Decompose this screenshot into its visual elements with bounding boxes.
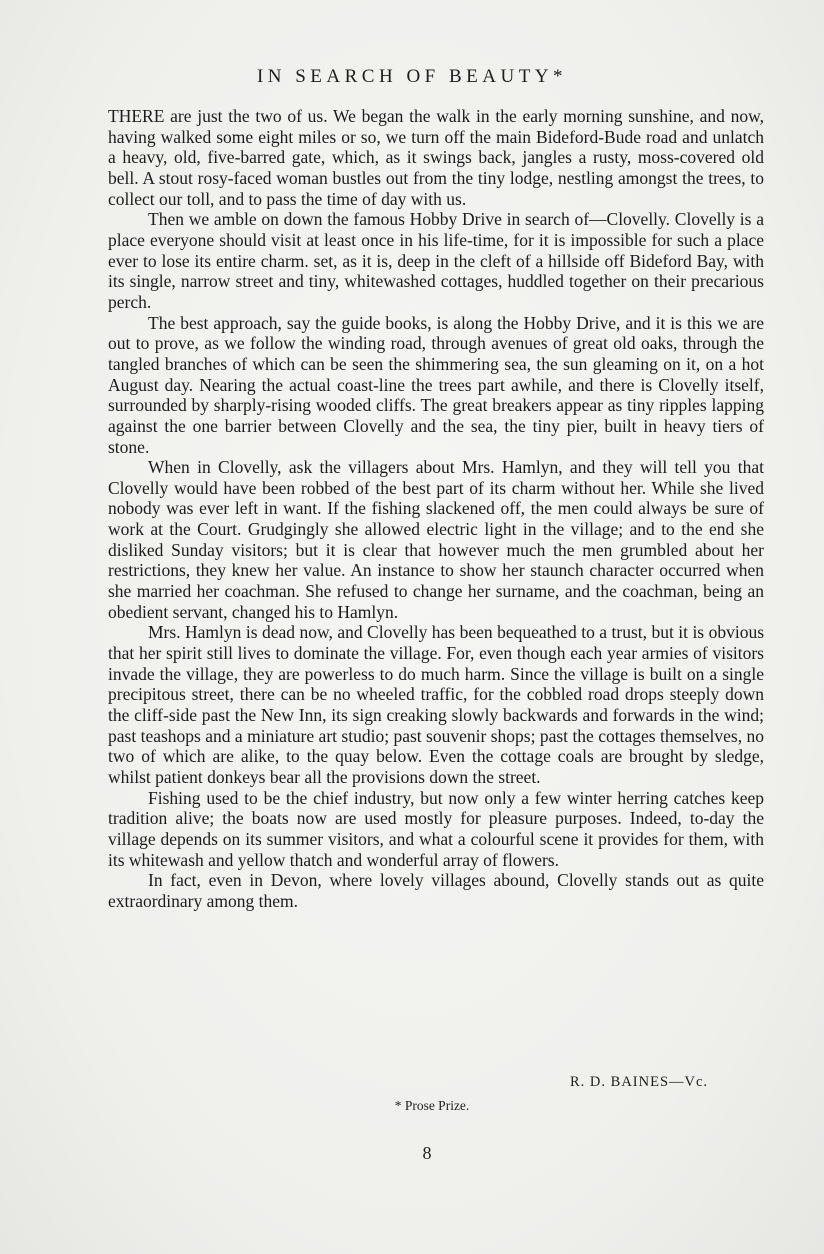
page-number: 8 (422, 1143, 432, 1163)
paragraph: Fishing used to be the chief industry, but now only a few winter herring catches keep tradition alive; the boats now are used mostly for pleasure purposes. Indeed, to-day the village depends on its summer visitors, and what a colourful scene it provides for them, with its whitewash and yellow thatch and wonderful array of flowers. (108, 787, 764, 870)
paragraph: In fact, even in Devon, where lovely villages abound, Clovelly stands out as quite extraordinary among them. (108, 870, 764, 911)
paragraph: THERE are just the two of us. We began the walk in the early morning sunshine, and now, having walked some eight miles or so, we turn off the main Bideford-Bude road and unlatch a heavy, old, five-barred gate, which, as it swings back, jangles a rusty, moss-covered old bell. A stout rosy-faced woman bustles out from the tiny lodge, nestling amongst the trees, to collect our toll, and to pass the time of day with us. (108, 106, 764, 209)
footnote: * Prose Prize. (394, 1098, 470, 1113)
paragraph: The best approach, say the guide books, is along the Hobby Drive, and it is this we are out to prove, as we follow the winding road, through avenues of great old oaks, through the tangled branches of which can be seen the shimmering sea, the sun gleaming on it, on a hot August day. Nearing the actual coast-line the trees part awhile, and there is Clovelly itself, surrounded by sharply-rising wooded cliffs. The great breakers appear as tiny ripples lapping against the one barrier between Clovelly and the sea, the tiny pier, built in heavy tiers of stone. (108, 312, 764, 457)
paragraph: When in Clovelly, ask the villagers about Mrs. Hamlyn, and they will tell you that Clovelly would have been robbed of the best part of its charm without her. While she lived nobody was ever left in want. If the fishing slackened off, the men could always be sure of work at the Court. Grudgingly she allowed electric light in the village; and to the end she disliked Sunday visitors; but it is clear that however much the men grumbled about her restrictions, they knew her value. An instance to show her staunch character occurred when she married her coachman. She refused to change her surname, and the coachman, being an obedient servant, changed his to Hamlyn. (108, 457, 764, 622)
paragraph: Then we amble on down the famous Hobby Drive in search of—Clovelly. Clovelly is a place everyone should visit at least once in his life-time, for it is impossible for such a place ever to lose its entire charm. set, as it is, deep in the cleft of a hillside off Bideford Bay, with its single, narrow street and tiny, whitewashed cottages, huddled together on their precarious perch. (108, 209, 764, 312)
author-signature: R. D. BAINES—Vc. (570, 1074, 709, 1090)
paragraph: Mrs. Hamlyn is dead now, and Clovelly has been bequeathed to a trust, but it is obvious that her spirit still lives to dominate the village. For, even though each year armies of visitors invade the village, they are powerless to do much harm. Since the village is built on a single precipitous street, there can be no wheeled traffic, for the cobbled road drops steeply down the cliff-side past the New Inn, its sign creaking slowly backwards and forwards in the wind; past teashops and a miniature art studio; past souvenir shops; past the cottages themselves, no two of which are alike, to the quay below. Even the cottage coals are brought by sledge, whilst patient donkeys bear all the provisions down the street. (108, 622, 764, 787)
article-body (108, 106, 764, 912)
article-title: IN SEARCH OF BEAUTY* (256, 66, 568, 87)
